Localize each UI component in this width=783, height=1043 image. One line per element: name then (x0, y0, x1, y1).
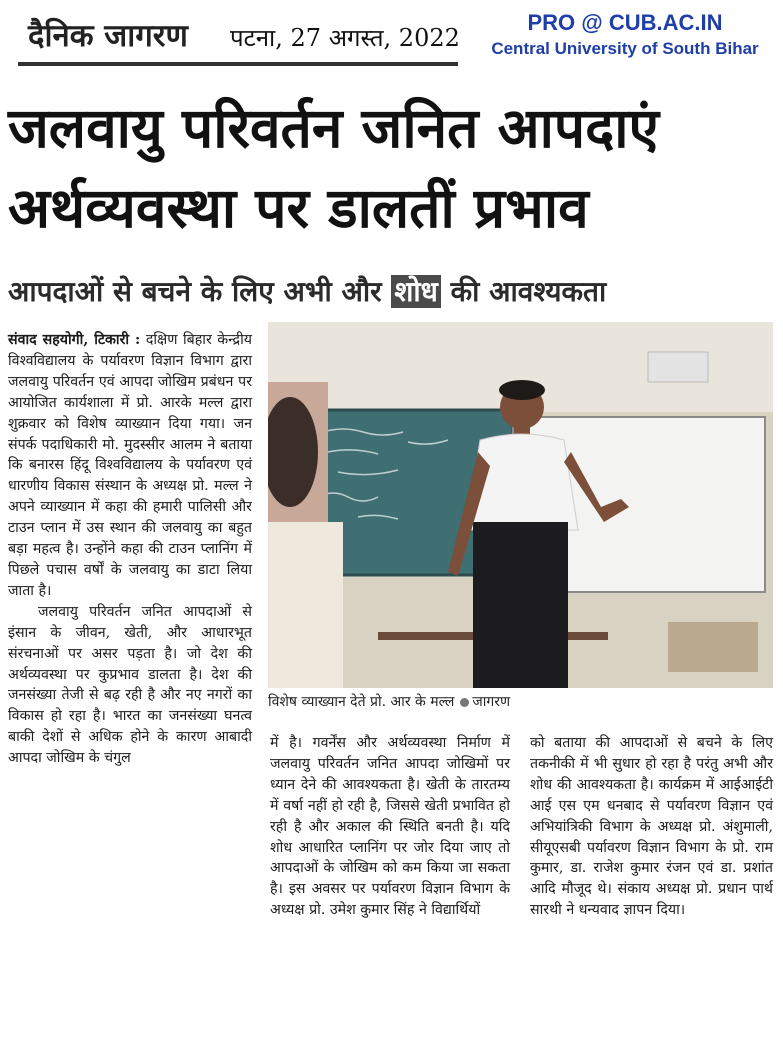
caption-text: विशेष व्याख्यान देते प्रो. आर के मल्ल (268, 694, 455, 710)
lecture-photo (268, 322, 773, 688)
article-column-3 (530, 733, 773, 921)
masthead (18, 10, 463, 72)
subhead-highlight: शोध (391, 275, 441, 308)
headline (8, 88, 778, 248)
article-para-1 (8, 330, 252, 602)
article-col2-text: में है। गवर्नेंस और अर्थव्यवस्था निर्माण में जलवायु परिवर्तन जनित आपदा जोखिमों पर ध्यान देने की आवश्यकता है। खेती के तारतम्य में वर्षा नहीं हो रही है, जिससे खेती प्रभावित हो रही है और अकाल की स्थिति बनती है। यदि शोध आधारित प्लानिंग पर जोर दिया जाए तो आपदाओं के जोखिम को कम किया जा सकता है। इस अवसर पर पर्यावरण विज्ञान विभाग के अध्यक्ष प्रो. उमेश कुमार सिंह ने विद्यार्थियों (270, 735, 510, 919)
pro-email: PRO @ CUB.AC.IN (527, 10, 723, 35)
pro-stamp (480, 10, 770, 62)
caption-bullet (460, 698, 469, 707)
subhead-before: आपदाओं से बचने के लिए अभी और (8, 275, 392, 308)
edition-dateline: पटना, 27 अगस्त, 2022 (230, 24, 460, 52)
article-dateline: संवाद सहयोगी, टिकारी : (8, 332, 141, 348)
headline-line-1: जलवायु परिवर्तन जनित आपदाएं (8, 96, 659, 160)
article-para-2: जलवायु परिवर्तन जनित आपदाओं से इंसान के जीवन, खेती, और आधारभूत संरचनाओं पर असर पड़ता है। जो देश की अर्थव्यवस्था पर कुप्रभाव डालता है। देश की जनसंख्या तेजी से बढ़ रही है और नए नगरों का विकास हो रहा है। भारत का जनसंख्या घनत्व बाकी देशों से अधिक होने के कारण आबादी आपदा जोखिम के चंगुल (8, 603, 252, 767)
masthead-rule (18, 62, 458, 66)
subhead-after: की आवश्यकता (440, 275, 607, 308)
caption-credit: जागरण (472, 694, 511, 710)
article-column-1 (8, 330, 252, 769)
article-column-2 (270, 733, 510, 921)
university-name: Central University of South Bihar (491, 39, 759, 58)
article-col3-text: को बताया की आपदाओं से बचने के लिए तकनीकी में भी सुधार हो रहा है परंतु अभी और शोध की आवश्यकता है। कार्यक्रम में आईआईटी आई एस एम धनबाद से पर्यावरण विज्ञान एवं अभियांत्रिकी विभाग के अध्यक्ष प्रो. अंशुमाली, सीयूएसबी पर्यावरण विज्ञान विभाग के प्रो. राम कुमार, डा. राजेश कुमार रंजन एवं डा. प्रशांत आदि मौजूद थे। संकाय अध्यक्ष प्रो. प्रधान पार्थ सारथी ने धन्यवाद ज्ञापन दिया। (530, 735, 773, 919)
subheadline (8, 272, 778, 310)
headline-line-2: अर्थव्यवस्था पर डालतीं प्रभाव (8, 176, 589, 240)
photo-caption (268, 692, 773, 711)
newspaper-logo: दैनिक जागरण (28, 18, 188, 54)
article-para-1-text: दक्षिण बिहार केन्द्रीय विश्वविद्यालय के पर्यावरण विज्ञान विभाग द्वारा जलवायु परिवर्तन एवं आपदा जोखिम प्रबंधन पर आयोजित कार्यशाला में प्रो. आरके मल्ल द्वारा शुक्रवार को विशेष व्याख्यान दिया गया। जन संपर्क पदाधिकारी मो. मुदस्सीर आलम ने बताया कि बनारस हिंदू विश्वविद्यालय के पर्यावरण एवं धारणीय विकास संस्थान के अध्यक्ष प्रो. मल्ल ने अपने व्याख्यान में कहा की हमारी पालिसी और टाउन प्लान में उस स्थान की जलवायु का बहुत बड़ा महत्व है। उन्होंने कहा की टाउन प्लानिंग में पिछले पचास वर्षों के जलवायु का डाटा लिया जाता है। (8, 332, 252, 599)
